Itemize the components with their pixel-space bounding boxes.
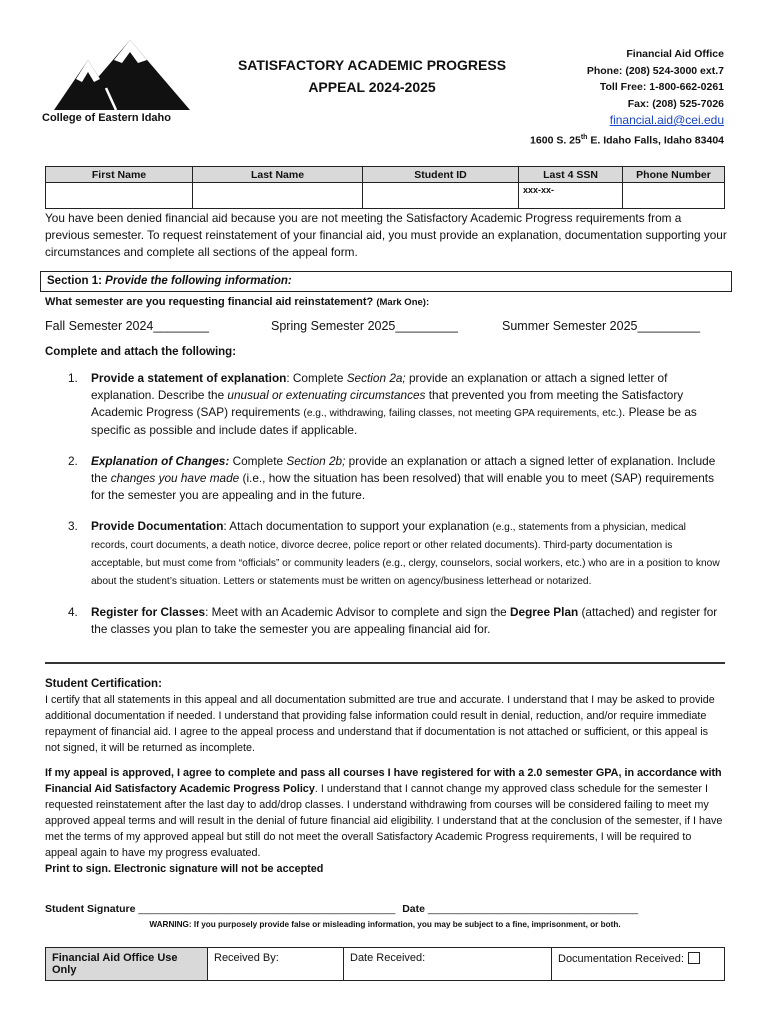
office-toll-free: Toll Free: 1-800-662-0261 <box>599 81 724 93</box>
mountain-logo-icon <box>42 38 192 118</box>
office-name: Financial Aid Office <box>626 48 724 60</box>
email-link[interactable]: financial.aid@cei.edu <box>609 113 724 127</box>
last-name-field[interactable] <box>193 183 363 209</box>
date-line[interactable]: ____________________________________ <box>427 903 639 915</box>
signature-line[interactable]: ____________________________________________ <box>138 903 396 915</box>
last-name-header: Last Name <box>193 167 363 183</box>
option-fall-2024[interactable]: Fall Semester 2024________ <box>45 319 210 333</box>
ssn-field[interactable]: xxx-xx- <box>519 183 623 209</box>
requirements-list <box>68 370 724 652</box>
student-id-field[interactable] <box>363 183 519 209</box>
office-address: 1600 S. 25th E. Idaho Falls, Idaho 83404 <box>530 133 724 146</box>
first-name-field[interactable] <box>46 183 193 209</box>
received-by-field[interactable]: Received By: <box>208 948 344 981</box>
office-contact <box>530 46 724 149</box>
documentation-received-field: Documentation Received: <box>552 948 725 981</box>
list-item: 1. Provide a statement of explanation: Complete Section 2a; provide an explanation or attach a signed letter of explanation. Describe the unusual or extenuating circumstances that prevented you from meeting the Satisfactory Academic Progress (SAP) requirements (e.g., withdrawing, failing classes, not meeting GPA requirements, etc.). Please be as specific as possible and include dates if applicable. <box>68 371 697 437</box>
office-fax: Fax: (208) 525-7026 <box>627 97 724 110</box>
list-item: 3. Provide Documentation: Attach documentation to support your explanation (e.g., statements from a physician, medical records, court documents, a death notice, divorce decree, police report or other related documents). Third-party documentation is acceptable, but must come from “officials” or community leaders (e.g., clergy, counselors, social workers, etc.) who are in a position to know about the student’s situation. Letters or statements must be written on agency/business letterhead or notarized. <box>68 519 720 587</box>
phone-number-header: Phone Number <box>623 167 725 183</box>
certification-heading: Student Certification: <box>45 678 162 690</box>
certification-paragraph-2: If my appeal is approved, I agree to complete and pass all courses I have registered for with a 2.0 semester GPA, in accordance with Financial Aid Satisfactory Academic Progress Policy. I understand that I cannot change my approved class schedule for the semester I requested reinstatement after the last day to add/drop classes. I understand withdrawing from courses will be considered failing to meet my approved appeal terms and will result in the denial of future financial aid eligibility. I understand that at the conclusion of the semester, if I have met the terms of my approved appeal but still do not meet the overall Satisfactory Academic Progress requirements, I will be required to appeal again to have my progress evaluated. <box>45 767 723 859</box>
list-item: 2. Explanation of Changes: Complete Section 2b; provide an explanation or attach a signed letter of explanation. Include the changes you have made (i.e., how the situation has been resolved) that will enable you to meet (SAP) requirements for the semester you are appealing and in the future. <box>68 454 716 502</box>
option-spring-2025[interactable]: Spring Semester 2025_________ <box>271 319 458 333</box>
option-summer-2025[interactable]: Summer Semester 2025_________ <box>502 319 701 333</box>
date-received-field[interactable]: Date Received: <box>344 948 552 981</box>
section-1-header: Section 1: Provide the following information: <box>40 271 732 292</box>
phone-number-field[interactable] <box>623 183 725 209</box>
college-name: College of Eastern Idaho <box>42 112 171 124</box>
office-use-label: Financial Aid Office Use Only <box>46 948 208 981</box>
list-item: 4. Register for Classes: Meet with an Academic Advisor to complete and sign the Degree Plan (attached) and register for the classes you plan to take the semester you are appealing financial aid for. <box>68 605 718 636</box>
signature-row: Student Signature ____________________________________________ Date ____________________________________ <box>45 903 639 915</box>
certification-paragraph-1: I certify that all statements in this appeal and all documentation submitted are true and accurate. I understand that I may be asked to provide additional documentation if needed. I understand that providing false information could result in denial, reduction, and/or require immediate repayment of financial aid. I agree to the appeal process and understand that if documentation is not attached or sufficient, or this appeal is not signed, it will be returned as incomplete. <box>45 694 715 754</box>
print-to-sign-note: Print to sign. Electronic signature will not be accepted <box>45 863 324 875</box>
intro-text: You have been denied financial aid because you are not meeting the Satisfactory Academic Progress requirements from a previous semester. To request reinstatement of your financial aid, you must provide an explanation, documentation supporting your circumstances and complete all sections of the appeal form. <box>45 211 727 259</box>
first-name-header: First Name <box>46 167 193 183</box>
warning-text: WARNING: If you purposely provide false or misleading information, you may be subject to a fine, imprisonment, or both. <box>149 920 621 929</box>
page-title: SATISFACTORY ACADEMIC PROGRESS APPEAL 2024-2025 <box>237 57 507 95</box>
office-use-table <box>45 947 725 981</box>
section-divider <box>45 662 725 664</box>
student-certification <box>45 676 725 877</box>
documentation-received-checkbox[interactable] <box>688 952 700 964</box>
student-info-table <box>45 166 725 209</box>
complete-attach-heading: Complete and attach the following: <box>45 346 237 358</box>
ssn-header: Last 4 SSN <box>519 167 623 183</box>
student-id-header: Student ID <box>363 167 519 183</box>
office-phone: Phone: (208) 524-3000 ext.7 <box>586 64 724 77</box>
semester-question: What semester are you requesting financial aid reinstatement? (Mark One): <box>45 296 430 308</box>
